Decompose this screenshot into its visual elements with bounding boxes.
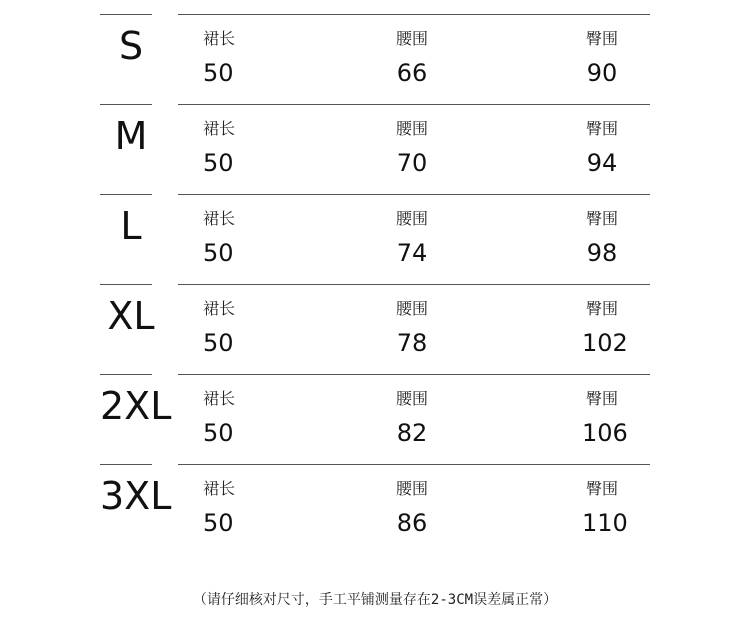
length-value: 50 [203,239,234,267]
waist-label: 腰围 [395,119,428,138]
length-value: 50 [203,419,234,447]
size-label: XL [107,294,155,338]
waist-cell [392,478,432,537]
row-divider-right [178,104,650,105]
hip-value: 94 [586,149,618,177]
length-value: 50 [203,509,234,537]
waist-cell [392,388,432,447]
hip-cell [582,298,628,357]
measurement-note: （请仔细核对尺寸，手工平铺测量存在2-3CM误差属正常） [192,592,558,608]
length-cell [203,478,235,537]
hip-label: 臀围 [585,209,618,228]
waist-label: 腰围 [395,299,428,318]
hip-value: 106 [582,419,628,447]
waist-cell [392,28,432,87]
length-cell [203,28,235,87]
size-row-3xl [100,464,650,554]
waist-label: 腰围 [395,209,428,228]
hip-label: 臀围 [585,479,618,498]
row-divider-left [100,104,152,105]
hip-label: 臀围 [585,299,618,318]
hip-label: 臀围 [585,389,618,408]
hip-label: 臀围 [585,29,618,48]
size-chart-table [100,14,650,554]
length-label: 裙长 [203,299,236,318]
row-divider-left [100,374,152,375]
length-label: 裙长 [203,209,236,228]
row-divider-left [100,14,152,15]
length-cell [203,208,235,267]
waist-label: 腰围 [395,29,428,48]
length-cell [203,388,235,447]
waist-value: 70 [396,149,428,177]
size-label: S [118,24,144,68]
length-value: 50 [203,329,234,357]
hip-value: 98 [586,239,618,267]
row-divider-right [178,374,650,375]
waist-value: 66 [396,59,428,87]
size-row-m [100,104,650,194]
hip-cell [582,28,622,87]
size-row-xl [100,284,650,374]
length-label: 裙长 [203,389,236,408]
size-row-2xl [100,374,650,464]
size-label: 3XL [100,474,172,518]
row-divider-right [178,464,650,465]
hip-value: 102 [582,329,628,357]
waist-value: 82 [396,419,428,447]
length-label: 裙长 [203,29,236,48]
row-divider-right [178,14,650,15]
size-label: M [114,114,148,158]
row-divider-right [178,284,650,285]
length-value: 50 [203,59,234,87]
length-cell [203,118,235,177]
hip-cell [582,388,628,447]
waist-cell [392,208,432,267]
waist-value: 86 [396,509,428,537]
size-row-l [100,194,650,284]
size-label: L [120,204,142,248]
waist-cell [392,118,432,177]
row-divider-left [100,194,152,195]
waist-value: 74 [396,239,428,267]
size-label: 2XL [100,384,172,428]
length-label: 裙长 [203,479,236,498]
waist-cell [392,298,432,357]
row-divider-left [100,464,152,465]
row-divider-right [178,194,650,195]
length-value: 50 [203,149,234,177]
hip-label: 臀围 [585,119,618,138]
row-divider-left [100,284,152,285]
waist-value: 78 [396,329,428,357]
hip-value: 90 [586,59,618,87]
hip-cell [582,478,628,537]
hip-cell [582,208,622,267]
waist-label: 腰围 [395,479,428,498]
hip-value: 110 [582,509,628,537]
length-label: 裙长 [203,119,236,138]
length-cell [203,298,235,357]
size-row-s [100,14,650,104]
hip-cell [582,118,622,177]
waist-label: 腰围 [395,389,428,408]
